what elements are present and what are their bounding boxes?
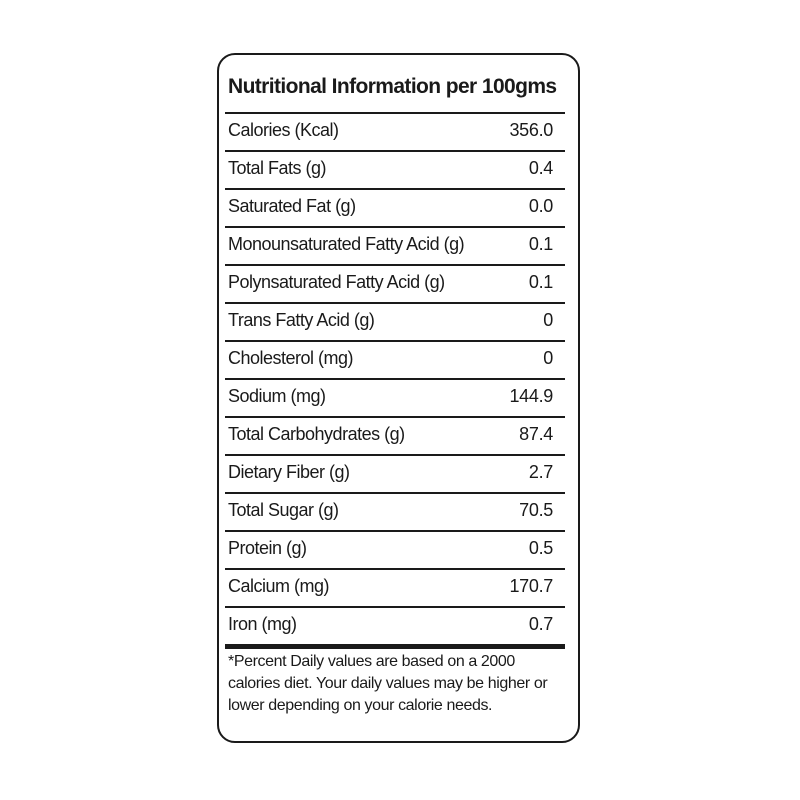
nutrient-row xyxy=(225,456,565,494)
nutrient-value: 0.4 xyxy=(528,158,553,178)
nutrient-table xyxy=(225,112,565,649)
nutrient-name: Total Sugar (g) xyxy=(228,500,339,520)
nutrient-name: Iron (mg) xyxy=(228,614,297,634)
nutrient-name: Cholesterol (mg) xyxy=(228,348,354,368)
nutrient-row xyxy=(225,190,565,228)
nutrient-row xyxy=(225,570,565,608)
nutrient-row xyxy=(225,532,565,570)
nutrient-value: 87.4 xyxy=(519,424,553,444)
nutrient-row xyxy=(225,380,565,418)
footnote-line: *Percent Daily values are based on a 2000 xyxy=(228,653,515,670)
nutrient-value: 2.7 xyxy=(528,462,553,482)
footnote-line: lower depending on your calorie needs. xyxy=(228,697,493,714)
nutrient-value: 144.9 xyxy=(509,386,553,406)
label-title: Nutritional Information per 100gms xyxy=(228,75,557,98)
nutrient-row xyxy=(225,152,565,190)
nutrient-value: 170.7 xyxy=(509,576,553,596)
nutrient-row xyxy=(225,418,565,456)
nutrient-row xyxy=(225,342,565,380)
nutrient-value: 0.1 xyxy=(528,234,553,254)
daily-value-footnote xyxy=(228,651,573,717)
nutrient-value: 0.5 xyxy=(528,538,553,558)
nutrient-row xyxy=(225,304,565,342)
nutrient-name: Sodium (mg) xyxy=(228,386,326,406)
nutrient-row xyxy=(225,266,565,304)
nutrient-name: Dietary Fiber (g) xyxy=(228,462,350,482)
nutrient-name: Total Fats (g) xyxy=(228,158,327,178)
nutrient-value: 0.1 xyxy=(528,272,553,292)
nutrient-name: Calcium (mg) xyxy=(228,576,330,596)
nutrient-value: 0 xyxy=(543,348,553,368)
nutrient-row xyxy=(225,494,565,532)
footnote-line: calories diet. Your daily values may be higher or xyxy=(228,675,548,692)
nutrient-name: Monounsaturated Fatty Acid (g) xyxy=(228,234,465,254)
nutrient-row xyxy=(225,114,565,152)
nutrient-name: Saturated Fat (g) xyxy=(228,196,356,216)
nutrient-name: Total Carbohydrates (g) xyxy=(228,424,405,444)
nutrient-name: Protein (g) xyxy=(228,538,307,558)
nutrient-value: 356.0 xyxy=(509,120,553,140)
nutrient-name: Polynsaturated Fatty Acid (g) xyxy=(228,272,445,292)
nutrient-value: 0 xyxy=(543,310,553,330)
nutrient-value: 0.0 xyxy=(528,196,553,216)
nutrient-name: Trans Fatty Acid (g) xyxy=(228,310,375,330)
nutrition-label xyxy=(217,53,580,743)
nutrient-row xyxy=(225,608,565,649)
nutrient-name: Calories (Kcal) xyxy=(228,120,339,140)
nutrient-value: 0.7 xyxy=(528,614,553,634)
nutrient-row xyxy=(225,228,565,266)
nutrient-value: 70.5 xyxy=(519,500,553,520)
